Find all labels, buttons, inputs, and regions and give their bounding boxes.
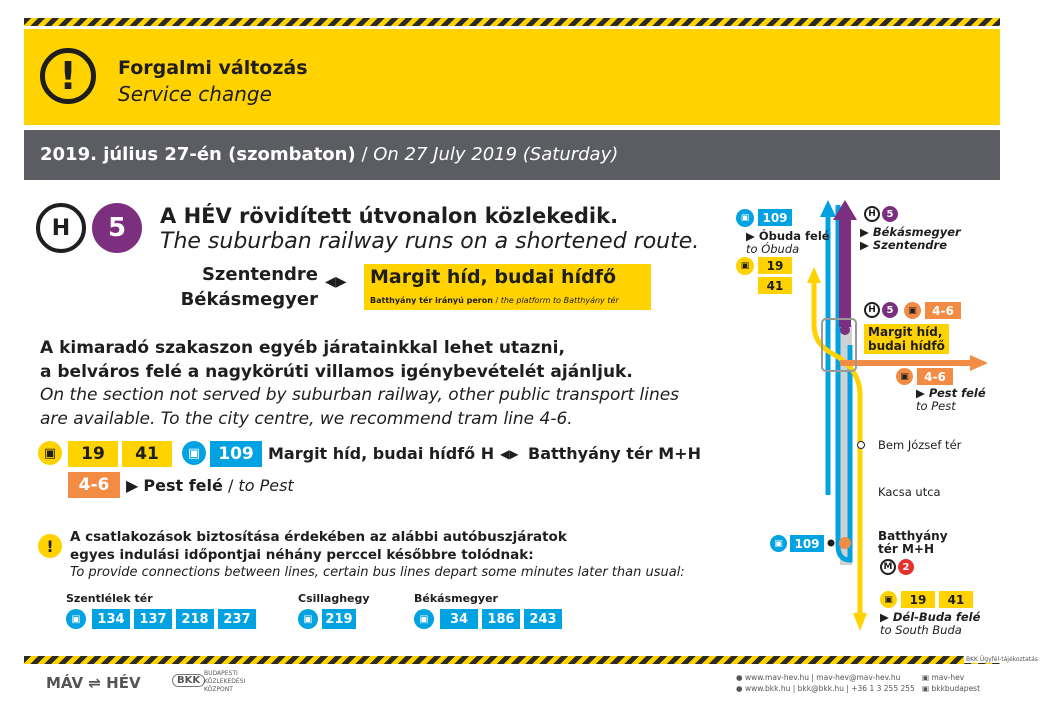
bus-chip-186: 186 <box>482 609 520 629</box>
replacement-arrows-icon: ◀▶ <box>500 447 519 461</box>
tram-icon: ▣ <box>736 257 754 275</box>
hev-icon: H <box>864 302 880 318</box>
group-label-bekasmegyer: Békásmegyer <box>414 592 498 605</box>
hev-stop-dot <box>840 325 850 335</box>
metro-stop-dot <box>839 537 851 549</box>
title-en: Service change <box>118 82 272 106</box>
batthyany-label <box>878 530 948 556</box>
bus-icon: ▣ <box>182 441 206 465</box>
note-hu-2: egyes indulási időpontjai néhány perccel későbbre tolódnak: <box>70 547 534 563</box>
bus-icon: ▣ <box>770 535 787 552</box>
info-line-1: A kimaradó szakaszon egyéb járatainkkal lehet utazni, <box>40 338 565 358</box>
bus-chip-134: 134 <box>92 609 130 629</box>
date-hu: 2019. július 27-én (szombaton) <box>40 144 356 165</box>
bus-chip-219: 219 <box>322 609 356 629</box>
bus-chip-237: 237 <box>218 609 256 629</box>
bus-arrow-icon <box>820 200 836 217</box>
dir-separator: / <box>222 476 239 495</box>
pest-direction <box>126 476 294 495</box>
logo-mav: MÁV <box>46 674 84 692</box>
hev-icon: H <box>864 206 880 222</box>
logo-hev: HÉV <box>106 674 141 692</box>
obuda-direction: ▶ Óbuda felé to Óbuda <box>746 229 830 256</box>
bus-stop-dot <box>828 540 835 547</box>
hazard-stripe-bottom <box>24 656 1000 664</box>
obuda-hu: Óbuda felé <box>758 229 830 243</box>
map-hev-5: 5 <box>882 206 898 222</box>
main-en: The suburban railway runs on a shortened route. <box>160 229 700 254</box>
warning-icon: ! <box>40 48 96 104</box>
stop-sub-separator: / <box>492 296 501 305</box>
bus-icon: ▣ <box>66 609 86 629</box>
tram-icon: ▣ <box>880 591 897 608</box>
bus-chip-34: 34 <box>440 609 478 629</box>
contact-2-text: www.bkk.hu | bkk@bkk.hu | +36 1 3 255 255 <box>744 684 915 693</box>
bus-icon: ▣ <box>414 609 434 629</box>
stop-sub-hu: Batthyány tér irányú peron <box>370 296 493 305</box>
main-hu: A HÉV rövidített útvonalon közlekedik. <box>160 204 619 228</box>
dir-en: to Pest <box>238 476 294 495</box>
tram-icon: ▣ <box>896 368 913 385</box>
bus-chip-109: 109 <box>210 441 262 467</box>
note-hu-1: A csatlakozások biztosítása érdekében az alábbi autóbuszjáratok <box>70 529 567 545</box>
bekasmegyer-direction: ▶ Békásmegyer ▶ Szentendre <box>860 225 961 252</box>
bkk-sub-3: KÖZPONT <box>204 686 233 693</box>
date-en: On 27 July 2019 (Saturday) <box>373 144 619 165</box>
stop-bem: Bem József tér <box>878 438 962 452</box>
social-1: ▣ mav-hev <box>922 673 965 682</box>
date-line <box>40 144 618 165</box>
stop-bem-dot <box>858 442 865 449</box>
info-line-3: On the section not served by suburban railway, other public transport lines <box>40 385 680 405</box>
tram-chip-19: 19 <box>68 441 118 467</box>
pest-en: to Pest <box>916 399 956 413</box>
tram-4-6-arrow-icon <box>970 355 988 371</box>
stop-name: Margit híd, budai hídfő <box>370 266 617 288</box>
contact-1-text: www.mav-hev.hu | mav-hev@mav-hev.hu <box>744 673 901 682</box>
play-icon: ▶ <box>126 476 144 495</box>
hev-line <box>839 217 851 327</box>
margit-2: budai hídfő <box>868 339 945 353</box>
footer-tag: BKK Ügyfél-tájékoztatás <box>966 656 1038 663</box>
metro-line-2: 2 <box>898 559 914 575</box>
tram-arrow-up-icon <box>807 267 821 283</box>
stop-kacsa: Kacsa utca <box>878 485 941 499</box>
map-tram-19-delbuda: 19 <box>901 591 935 608</box>
bkk-logo: BKK <box>172 674 205 687</box>
mav-hev-logo: MÁV ⇌ HÉV <box>46 674 141 692</box>
bekas-2: Szentendre <box>872 238 948 252</box>
map-hev-5-junction: 5 <box>882 302 898 318</box>
social-1-text: mav-hev <box>931 673 965 682</box>
bkk-subtitle <box>204 670 245 694</box>
delbuda-hu: Dél-Buda felé <box>892 610 981 624</box>
metro-icon: M <box>880 559 896 575</box>
map-margit-label <box>864 324 949 354</box>
bus-icon: ▣ <box>298 609 318 629</box>
from-stop: Margit híd, budai hídfő H <box>268 444 495 463</box>
map-bus-109-obuda: 109 <box>758 209 792 226</box>
from-bekasmegyer: Békásmegyer <box>180 289 318 310</box>
to-stop: Batthyány tér M+H <box>528 444 701 463</box>
delbuda-direction: ▶ Dél-Buda felé to South Buda <box>880 610 981 637</box>
map-tram-41: 41 <box>758 277 792 294</box>
stop-box <box>364 264 651 310</box>
batthyany-2: tér M+H <box>878 542 935 556</box>
info-line-2: a belváros felé a nagykörúti villamos igénybevételét ajánljuk. <box>40 361 633 382</box>
bkk-sub-1: BUDAPESTI <box>204 670 238 677</box>
hazard-stripe-top <box>24 18 1000 26</box>
hev-icon: H <box>36 203 86 253</box>
margit-1: Margit híd, <box>868 325 943 339</box>
tram-chip-41: 41 <box>122 441 172 467</box>
obuda-en: to Óbuda <box>746 242 800 256</box>
bus-chip-218: 218 <box>176 609 214 629</box>
tram-chip-4-6: 4-6 <box>68 472 120 498</box>
map-tram-4-6-pest: 4-6 <box>917 368 953 385</box>
from-szentendre: Szentendre <box>201 264 318 285</box>
group-label-szentlelek: Szentlélek tér <box>66 592 153 605</box>
group-label-csillaghegy: Csillaghegy <box>298 592 370 605</box>
pest-direction-map: ▶ Pest felé to Pest <box>916 386 986 413</box>
line-badge: 5 <box>92 203 142 253</box>
map-bus-109: 109 <box>790 535 824 552</box>
delbuda-en: to South Buda <box>880 623 962 637</box>
note-warning-icon: ! <box>38 534 62 558</box>
contact-2: ● www.bkk.hu | bkk@bkk.hu | +36 1 3 255 255 <box>736 684 915 693</box>
tram-arrow-down-icon <box>853 613 867 631</box>
date-separator: / <box>355 144 374 165</box>
contact-1: ● www.mav-hev.hu | mav-hev@mav-hev.hu <box>736 673 901 682</box>
bkk-sub-2: KÖZLEKEDÉSI <box>204 678 246 685</box>
route-from <box>160 262 318 312</box>
dir-hu: Pest felé <box>143 476 223 495</box>
batthyany-1: Batthyány <box>878 529 948 543</box>
route-arrows-icon: ◀▶ <box>325 274 347 290</box>
bus-icon: ▣ <box>736 209 754 227</box>
social-2-text: bkkbudapest <box>931 684 981 693</box>
stop-sub <box>370 296 619 305</box>
map-tram-41-delbuda: 41 <box>939 591 973 608</box>
pest-hu: Pest felé <box>928 386 986 400</box>
bekas-1: Békásmegyer <box>872 225 961 239</box>
title-hu: Forgalmi változás <box>118 57 308 79</box>
bus-chip-137: 137 <box>134 609 172 629</box>
tram-icon: ▣ <box>904 302 921 319</box>
map-tram-4-6-junction: 4-6 <box>925 302 961 319</box>
social-2: ▣ bkkbudapest <box>922 684 981 693</box>
stop-sub-en: the platform to Batthyány tér <box>500 296 619 305</box>
info-paragraph <box>40 337 679 431</box>
tram-icon: ▣ <box>38 441 62 465</box>
note-en: To provide connections between lines, certain bus lines depart some minutes later than usual: <box>70 565 685 580</box>
map-tram-19: 19 <box>758 257 792 274</box>
bus-chip-243: 243 <box>524 609 562 629</box>
info-line-4: are available. To the city centre, we recommend tram line 4-6. <box>40 408 573 429</box>
